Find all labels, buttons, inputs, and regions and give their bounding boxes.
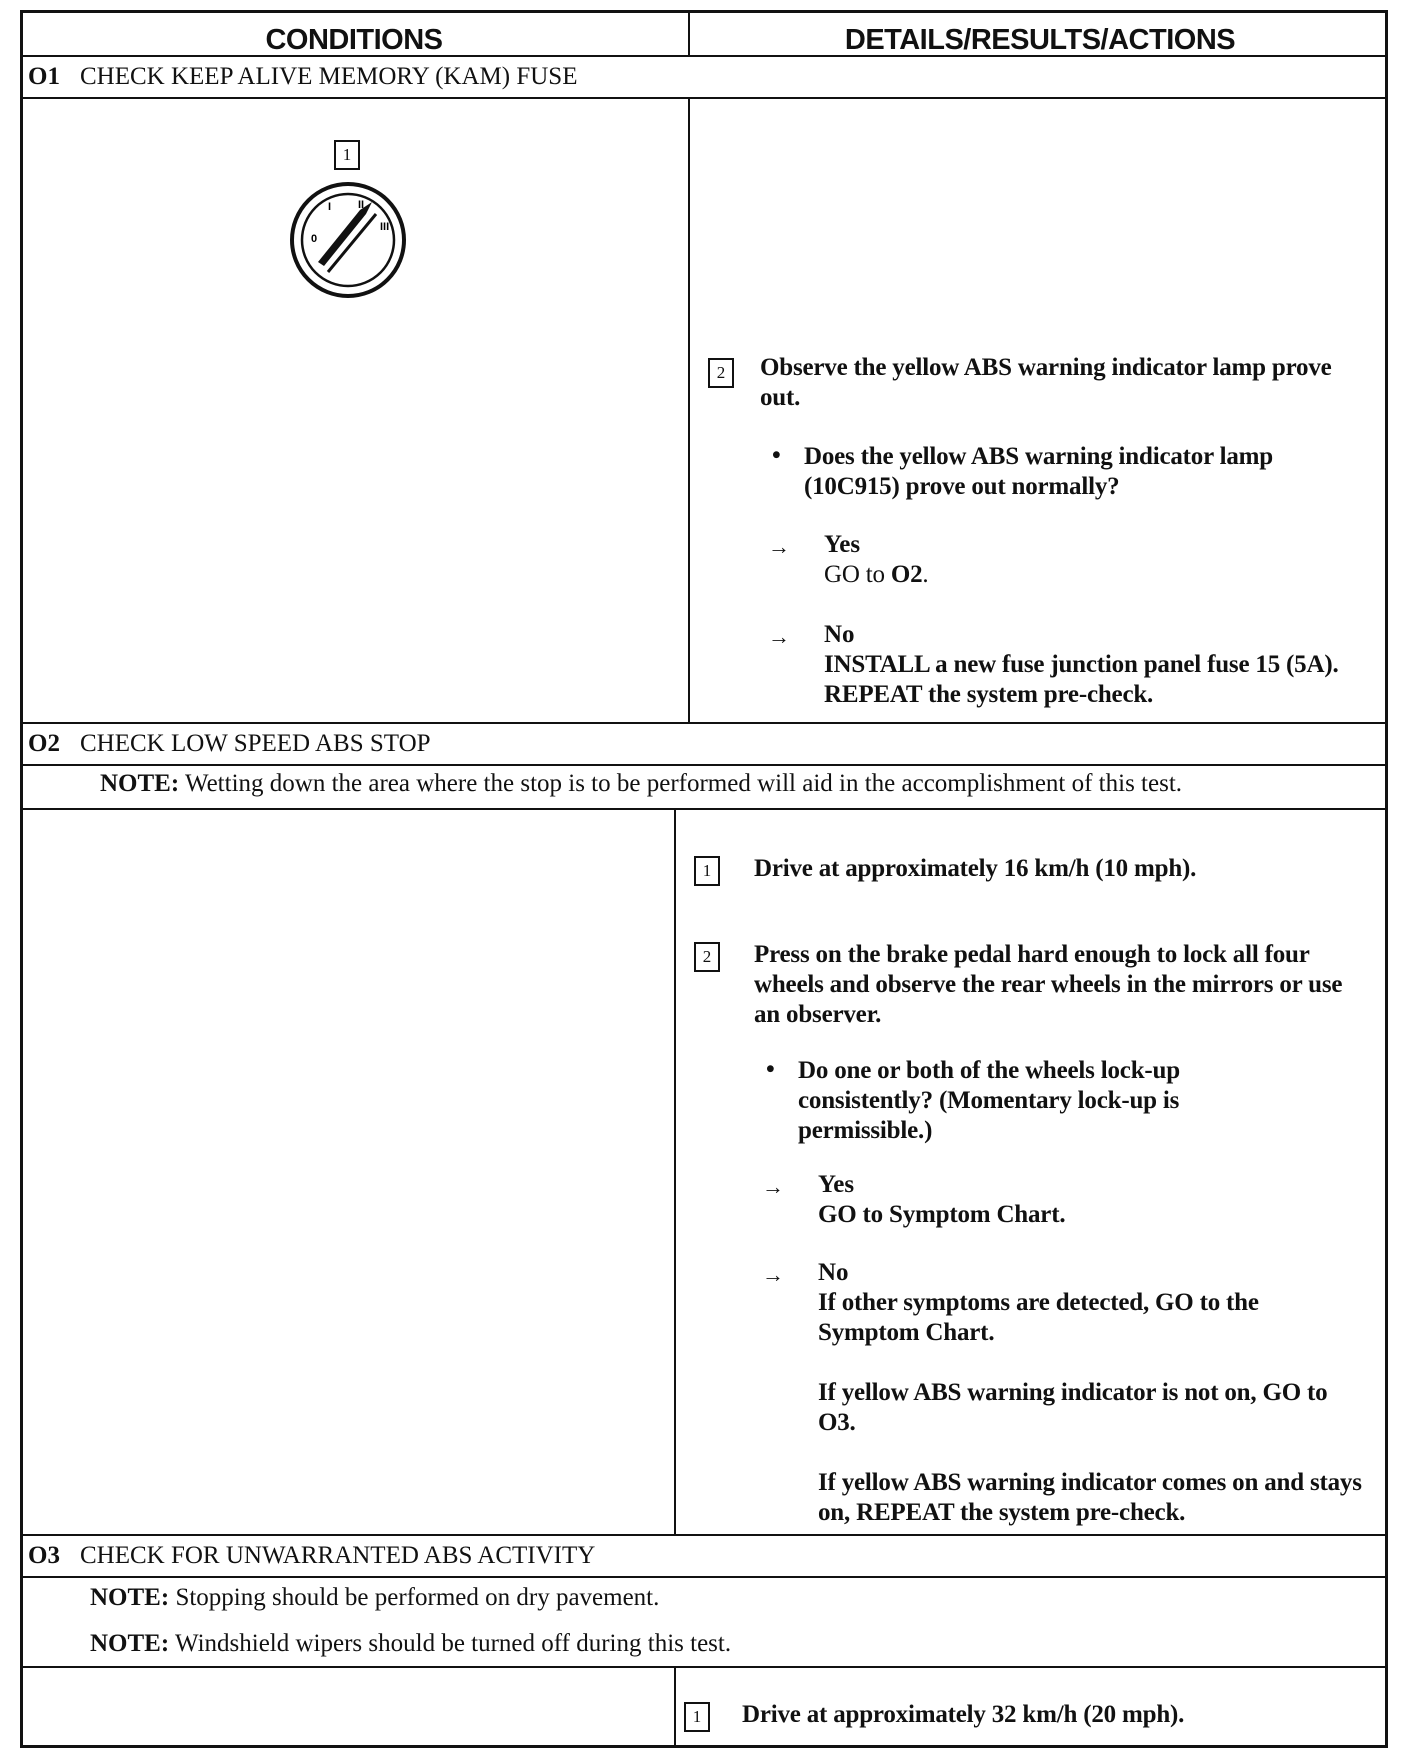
header-conditions: CONDITIONS bbox=[265, 23, 443, 56]
table-border-top bbox=[20, 10, 1388, 13]
step-text: Drive at approximately 32 km/h (20 mph). bbox=[742, 1701, 1185, 1728]
header-divider bbox=[688, 10, 690, 57]
yes-label: Yes bbox=[824, 531, 861, 558]
no-action-text: If yellow ABS warning indicator is not on, GO to bbox=[818, 1379, 1328, 1406]
yes-action-text: . bbox=[922, 561, 929, 588]
bullet: • bbox=[766, 1056, 775, 1083]
section-ref: O2 bbox=[890, 561, 923, 588]
question-text: Do one or both of the wheels lock-up consistently? (Momentary lock-up is permissible.) bbox=[798, 1057, 1180, 1144]
ignition-mark: 0 bbox=[311, 233, 318, 245]
no-action: INSTALL a new fuse junction panel fuse 15 (5A). REPEAT the system pre-check. bbox=[824, 651, 1339, 708]
column-divider bbox=[688, 97, 690, 723]
section-id: O1 bbox=[28, 63, 60, 90]
rule bbox=[20, 764, 1388, 766]
rule bbox=[20, 97, 1388, 99]
step-number-box: 1 bbox=[684, 1702, 710, 1732]
step-number-box: 1 bbox=[334, 140, 360, 170]
no-action bbox=[818, 1378, 1358, 1438]
no-label: No bbox=[818, 1259, 849, 1286]
section-title: CHECK LOW SPEED ABS STOP bbox=[80, 730, 431, 757]
no-action: If other symptoms are detected, GO to the Symptom Chart. bbox=[818, 1289, 1259, 1346]
ignition-mark: III bbox=[380, 221, 390, 233]
note-text: Wetting down the area where the stop is to be performed will aid in the accomplishment of this test. bbox=[179, 770, 1183, 797]
section-title: CHECK KEEP ALIVE MEMORY (KAM) FUSE bbox=[80, 63, 578, 90]
bullet: • bbox=[772, 442, 781, 469]
note bbox=[100, 770, 1182, 798]
column-divider bbox=[674, 1666, 676, 1748]
section-o3-title bbox=[20, 1536, 1388, 1576]
ignition-mark: II bbox=[358, 199, 365, 211]
yes-action: GO to Symptom Chart. bbox=[818, 1201, 1066, 1228]
arrow-icon: → bbox=[762, 1262, 784, 1287]
yes-action-text: GO to bbox=[824, 561, 891, 588]
yes-label: Yes bbox=[818, 1171, 855, 1198]
arrow-icon: → bbox=[762, 1174, 784, 1199]
header-details: DETAILS/RESULTS/ACTIONS bbox=[844, 23, 1236, 56]
question-text: Does the yellow ABS warning indicator lamp (10C915) prove out normally? bbox=[804, 443, 1273, 500]
step-text: Press on the brake pedal hard enough to lock all four wheels and observe the rear wheels in the mirrors or use an observer. bbox=[754, 941, 1343, 1028]
note-label: NOTE: bbox=[90, 1630, 170, 1657]
ignition-mark: I bbox=[328, 201, 332, 213]
rule bbox=[20, 1666, 1388, 1668]
section-id: O3 bbox=[28, 1542, 60, 1569]
section-o1-title bbox=[20, 57, 1388, 97]
yes-action bbox=[824, 560, 1364, 590]
no-action: If yellow ABS warning indicator comes on and stays on, REPEAT the system pre-check. bbox=[818, 1469, 1362, 1526]
diagnostic-table bbox=[20, 10, 1388, 1748]
note-text: Windshield wipers should be turned off during this test. bbox=[169, 1630, 732, 1657]
ignition-switch-icon bbox=[288, 180, 408, 300]
section-o2-title bbox=[20, 724, 1388, 764]
no-label: No bbox=[824, 621, 855, 648]
section-id: O2 bbox=[28, 730, 60, 757]
section-ref: O3 bbox=[818, 1409, 850, 1436]
arrow-icon: → bbox=[768, 534, 790, 559]
step-number-box: 2 bbox=[694, 942, 720, 972]
arrow-icon: → bbox=[768, 624, 790, 649]
note bbox=[90, 1584, 659, 1612]
note-text: Stopping should be performed on dry pavement. bbox=[169, 1584, 660, 1611]
rule bbox=[20, 1576, 1388, 1578]
no-action-text: . bbox=[849, 1409, 856, 1436]
table-border-right bbox=[1385, 10, 1388, 1748]
column-divider bbox=[674, 808, 676, 1534]
step-number-box: 1 bbox=[694, 856, 720, 886]
step-text: Drive at approximately 16 km/h (10 mph). bbox=[754, 855, 1197, 882]
note-label: NOTE: bbox=[100, 770, 180, 797]
table-border-bottom bbox=[20, 1745, 1388, 1748]
note-label: NOTE: bbox=[90, 1584, 170, 1611]
table-border-left bbox=[20, 10, 23, 1748]
step-number-box: 2 bbox=[708, 358, 734, 388]
section-title: CHECK FOR UNWARRANTED ABS ACTIVITY bbox=[80, 1542, 596, 1569]
step-text: Observe the yellow ABS warning indicator lamp prove out. bbox=[760, 354, 1332, 411]
note bbox=[90, 1630, 731, 1658]
rule bbox=[20, 808, 1388, 810]
